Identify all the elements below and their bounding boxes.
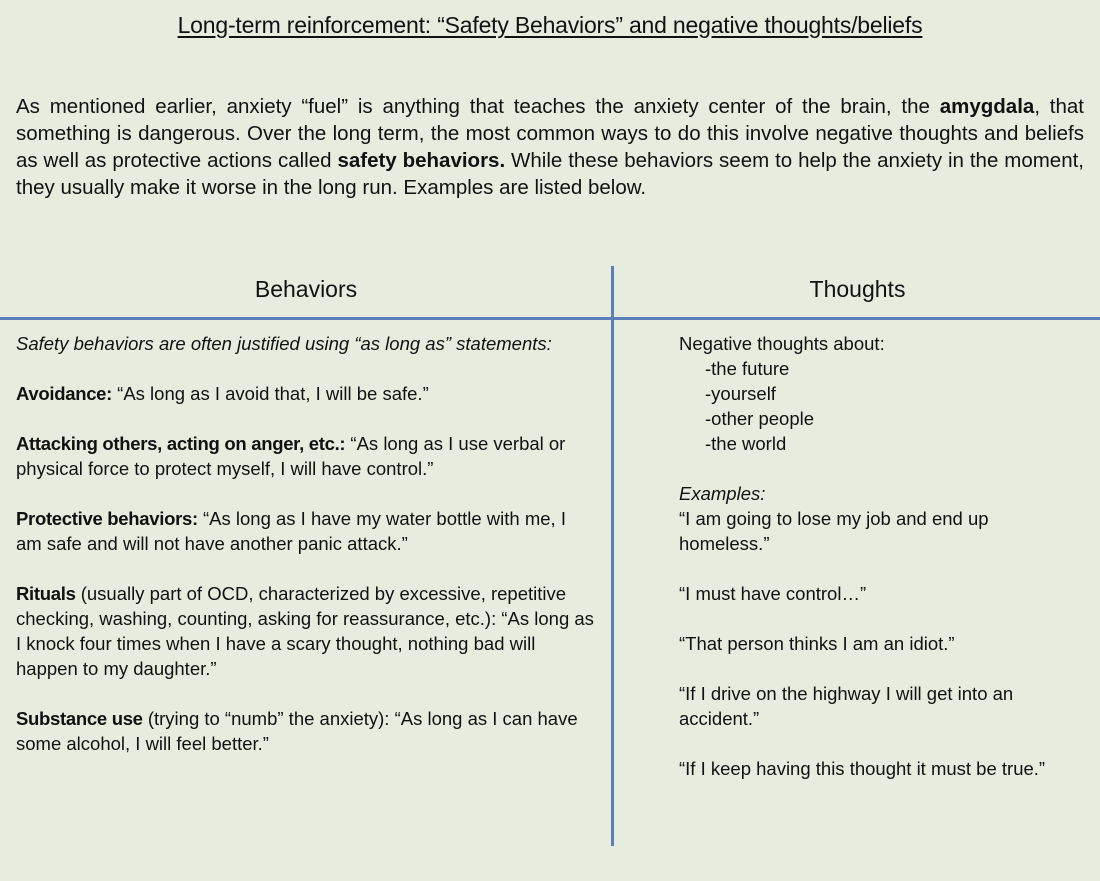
- behaviors-heading: Behaviors: [254, 276, 358, 302]
- intro-text-3: While these behaviors seem to help the anxiety in the moment, they usually make it worse in the long run. Examples are listed below.: [16, 149, 1084, 199]
- table-header-divider: [0, 317, 1100, 320]
- behaviors-intro: Safety behaviors are often justified using “as long as” statements:: [16, 333, 552, 354]
- behavior-item-protective: Protective behaviors: “As long as I have my water bottle with me, I am safe and will not have another panic attack.”: [16, 508, 566, 554]
- thought-topic: -other people: [705, 408, 815, 429]
- behavior-item-avoidance: Avoidance: “As long as I avoid that, I will be safe.”: [16, 383, 429, 404]
- thoughts-column: [679, 331, 1079, 806]
- thought-example: Examples: “I am going to lose my job and end up homeless.”: [679, 483, 989, 554]
- thought-example: “If I drive on the highway I will get into an accident.”: [679, 683, 1014, 729]
- intro-paragraph: [16, 93, 1084, 201]
- thought-topic: -the future: [705, 358, 790, 379]
- thought-topic: -yourself: [705, 383, 776, 404]
- intro-bold-amygdala: amygdala: [939, 95, 1035, 118]
- thought-example: “I must have control…”: [679, 583, 867, 604]
- thought-example: “If I keep having this thought it must be true.”: [679, 758, 1046, 779]
- behavior-item-substance-use: Substance use (trying to “numb” the anxiety): “As long as I can have some alcohol, I will feel better.”: [16, 708, 578, 754]
- intro-text-2: , that something is dangerous. Over the long term, the most common ways to do this involve negative thoughts and beliefs as well as protective actions called: [16, 95, 1084, 172]
- intro-text-1: As mentioned earlier, anxiety “fuel” is anything that teaches the anxiety center of the brain, the: [16, 95, 940, 118]
- thoughts-intro: Negative thoughts about:: [679, 333, 885, 354]
- thoughts-heading: Thoughts: [809, 276, 906, 302]
- behavior-item-rituals: Rituals (usually part of OCD, characterized by excessive, repetitive checking, washing, counting, asking for reassurance, etc.): “As long as I knock four times when I have a scary thought, nothing bad will happen to my daughter.”: [16, 583, 594, 679]
- column-divider: [611, 266, 614, 846]
- thought-topic: -the world: [705, 433, 787, 454]
- examples-label: Examples:: [679, 483, 766, 504]
- intro-bold-safety-behaviors: safety behaviors.: [337, 149, 506, 172]
- behavior-item-attacking: Attacking others, acting on anger, etc.: “As long as I use verbal or physical force to protect myself, I will have control.”: [16, 433, 566, 479]
- thoughts-intro-block: [679, 331, 1079, 456]
- behaviors-column: [16, 331, 596, 781]
- page-title: Long-term reinforcement: “Safety Behaviors” and negative thoughts/beliefs: [177, 12, 923, 38]
- thought-example: “That person thinks I am an idiot.”: [679, 633, 955, 654]
